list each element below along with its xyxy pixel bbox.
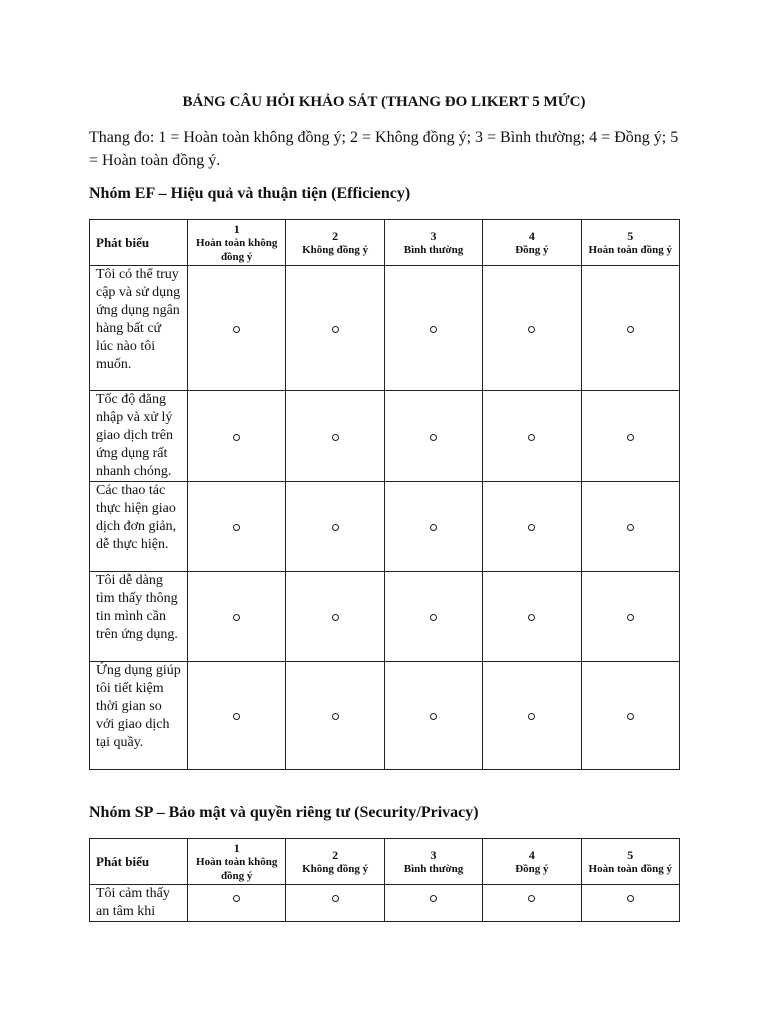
scale-label: Đồng ý — [515, 243, 549, 256]
radio-circle-icon[interactable] — [233, 713, 240, 720]
statement-text: Tốc độ đăng nhập và xử lý giao dịch trên ứng dụng rất nhanh chóng. — [90, 391, 188, 482]
table-row — [90, 482, 680, 572]
option-cell-3[interactable] — [384, 391, 482, 482]
option-cell-3[interactable] — [384, 266, 482, 391]
option-cell-1[interactable] — [188, 391, 286, 482]
scale-header-3 — [384, 839, 482, 885]
option-cell-4[interactable] — [483, 482, 581, 572]
radio-circle-icon[interactable] — [528, 614, 535, 621]
scale-label: Không đồng ý — [302, 243, 369, 256]
group-sp-title: Nhóm SP – Bảo mật và quyền riêng tư (Security/Privacy) — [89, 804, 479, 821]
radio-circle-icon[interactable] — [627, 524, 634, 531]
radio-circle-icon[interactable] — [528, 326, 535, 333]
radio-circle-icon[interactable] — [332, 713, 339, 720]
radio-circle-icon[interactable] — [627, 434, 634, 441]
statement-column-header: Phát biểu — [90, 220, 188, 266]
scale-number: 2 — [332, 847, 339, 862]
option-cell-1[interactable] — [188, 482, 286, 572]
option-cell-2[interactable] — [286, 662, 384, 770]
scale-label: Hoàn toàn không đồng ý — [196, 236, 278, 263]
option-cell-4[interactable] — [483, 885, 581, 922]
option-cell-2[interactable] — [286, 572, 384, 662]
option-cell-2[interactable] — [286, 482, 384, 572]
scale-header-4 — [483, 839, 581, 885]
scale-label: Đồng ý — [515, 862, 549, 875]
radio-circle-icon[interactable] — [627, 713, 634, 720]
scale-header-5 — [581, 839, 679, 885]
radio-circle-icon[interactable] — [332, 895, 339, 902]
statement-text: Ứng dụng giúp tôi tiết kiệm thời gian so với giao dịch tại quầy. — [90, 662, 188, 770]
scale-header-3 — [384, 220, 482, 266]
radio-circle-icon[interactable] — [430, 524, 437, 531]
table-row — [90, 266, 680, 391]
scale-header-5 — [581, 220, 679, 266]
group-ef-title: Nhóm EF – Hiệu quả và thuận tiện (Efficiency) — [89, 185, 411, 202]
radio-circle-icon[interactable] — [430, 713, 437, 720]
radio-circle-icon[interactable] — [332, 434, 339, 441]
scale-label: Hoàn toàn đồng ý — [588, 862, 672, 875]
scale-number: 1 — [233, 840, 240, 855]
radio-circle-icon[interactable] — [430, 895, 437, 902]
option-cell-3[interactable] — [384, 482, 482, 572]
radio-circle-icon[interactable] — [233, 895, 240, 902]
option-cell-3[interactable] — [384, 572, 482, 662]
scale-header-2 — [286, 220, 384, 266]
option-cell-5[interactable] — [581, 266, 679, 391]
option-cell-2[interactable] — [286, 266, 384, 391]
scale-number: 3 — [430, 228, 437, 243]
radio-circle-icon[interactable] — [332, 614, 339, 621]
radio-circle-icon[interactable] — [528, 713, 535, 720]
option-cell-2[interactable] — [286, 391, 384, 482]
radio-circle-icon[interactable] — [528, 434, 535, 441]
option-cell-5[interactable] — [581, 482, 679, 572]
option-cell-3[interactable] — [384, 885, 482, 922]
scale-label: Hoàn toàn không đồng ý — [196, 855, 278, 882]
scale-header-1 — [188, 220, 286, 266]
option-cell-1[interactable] — [188, 266, 286, 391]
statement-column-header: Phát biểu — [90, 839, 188, 885]
radio-circle-icon[interactable] — [233, 614, 240, 621]
likert-table-ef — [89, 219, 680, 770]
radio-circle-icon[interactable] — [627, 326, 634, 333]
radio-circle-icon[interactable] — [332, 326, 339, 333]
option-cell-5[interactable] — [581, 662, 679, 770]
scale-label: Bình thường — [403, 862, 464, 875]
scale-header-2 — [286, 839, 384, 885]
scale-note: Thang đo: 1 = Hoàn toàn không đồng ý; 2 = Không đồng ý; 3 = Bình thường; 4 = Đồng ý; 5 = Hoàn toàn đồng ý. — [89, 129, 679, 169]
document-title: BẢNG CÂU HỎI KHẢO SÁT (THANG ĐO LIKERT 5 MỨC) — [182, 94, 586, 110]
option-cell-1[interactable] — [188, 572, 286, 662]
radio-circle-icon[interactable] — [332, 524, 339, 531]
scale-number: 5 — [627, 228, 634, 243]
statement-text: Tôi dễ dàng tìm thấy thông tin mình cần trên ứng dụng. — [90, 572, 188, 662]
option-cell-3[interactable] — [384, 662, 482, 770]
likert-table-sp — [89, 838, 680, 922]
table-row — [90, 662, 680, 770]
radio-circle-icon[interactable] — [627, 614, 634, 621]
scale-number: 4 — [528, 847, 535, 862]
option-cell-1[interactable] — [188, 885, 286, 922]
radio-circle-icon[interactable] — [430, 614, 437, 621]
scale-label: Bình thường — [403, 243, 464, 256]
scale-number: 4 — [528, 228, 535, 243]
option-cell-4[interactable] — [483, 662, 581, 770]
table-row — [90, 391, 680, 482]
option-cell-2[interactable] — [286, 885, 384, 922]
radio-circle-icon[interactable] — [233, 326, 240, 333]
scale-header-1 — [188, 839, 286, 885]
table-row — [90, 572, 680, 662]
table-header-row — [90, 839, 680, 885]
scale-header-4 — [483, 220, 581, 266]
radio-circle-icon[interactable] — [233, 434, 240, 441]
scale-label: Không đồng ý — [302, 862, 369, 875]
table-header-row — [90, 220, 680, 266]
option-cell-5[interactable] — [581, 572, 679, 662]
table-row — [90, 885, 680, 922]
option-cell-5[interactable] — [581, 391, 679, 482]
option-cell-4[interactable] — [483, 572, 581, 662]
statement-text: Tôi có thể truy cập và sử dụng ứng dụng ngân hàng bất cứ lúc nào tôi muốn. — [90, 266, 188, 391]
scale-number: 3 — [430, 847, 437, 862]
statement-text: Các thao tác thực hiện giao dịch đơn giản, dễ thực hiện. — [90, 482, 188, 572]
scale-label: Hoàn toàn đồng ý — [588, 243, 672, 256]
option-cell-5[interactable] — [581, 885, 679, 922]
radio-circle-icon[interactable] — [627, 895, 634, 902]
scale-number: 2 — [332, 228, 339, 243]
scale-number: 1 — [233, 221, 240, 236]
option-cell-1[interactable] — [188, 662, 286, 770]
option-cell-4[interactable] — [483, 266, 581, 391]
statement-text: Tôi cảm thấy an tâm khi — [90, 885, 188, 922]
option-cell-4[interactable] — [483, 391, 581, 482]
radio-circle-icon[interactable] — [233, 524, 240, 531]
scale-number: 5 — [627, 847, 634, 862]
radio-circle-icon[interactable] — [528, 895, 535, 902]
radio-circle-icon[interactable] — [430, 326, 437, 333]
radio-circle-icon[interactable] — [528, 524, 535, 531]
radio-circle-icon[interactable] — [430, 434, 437, 441]
